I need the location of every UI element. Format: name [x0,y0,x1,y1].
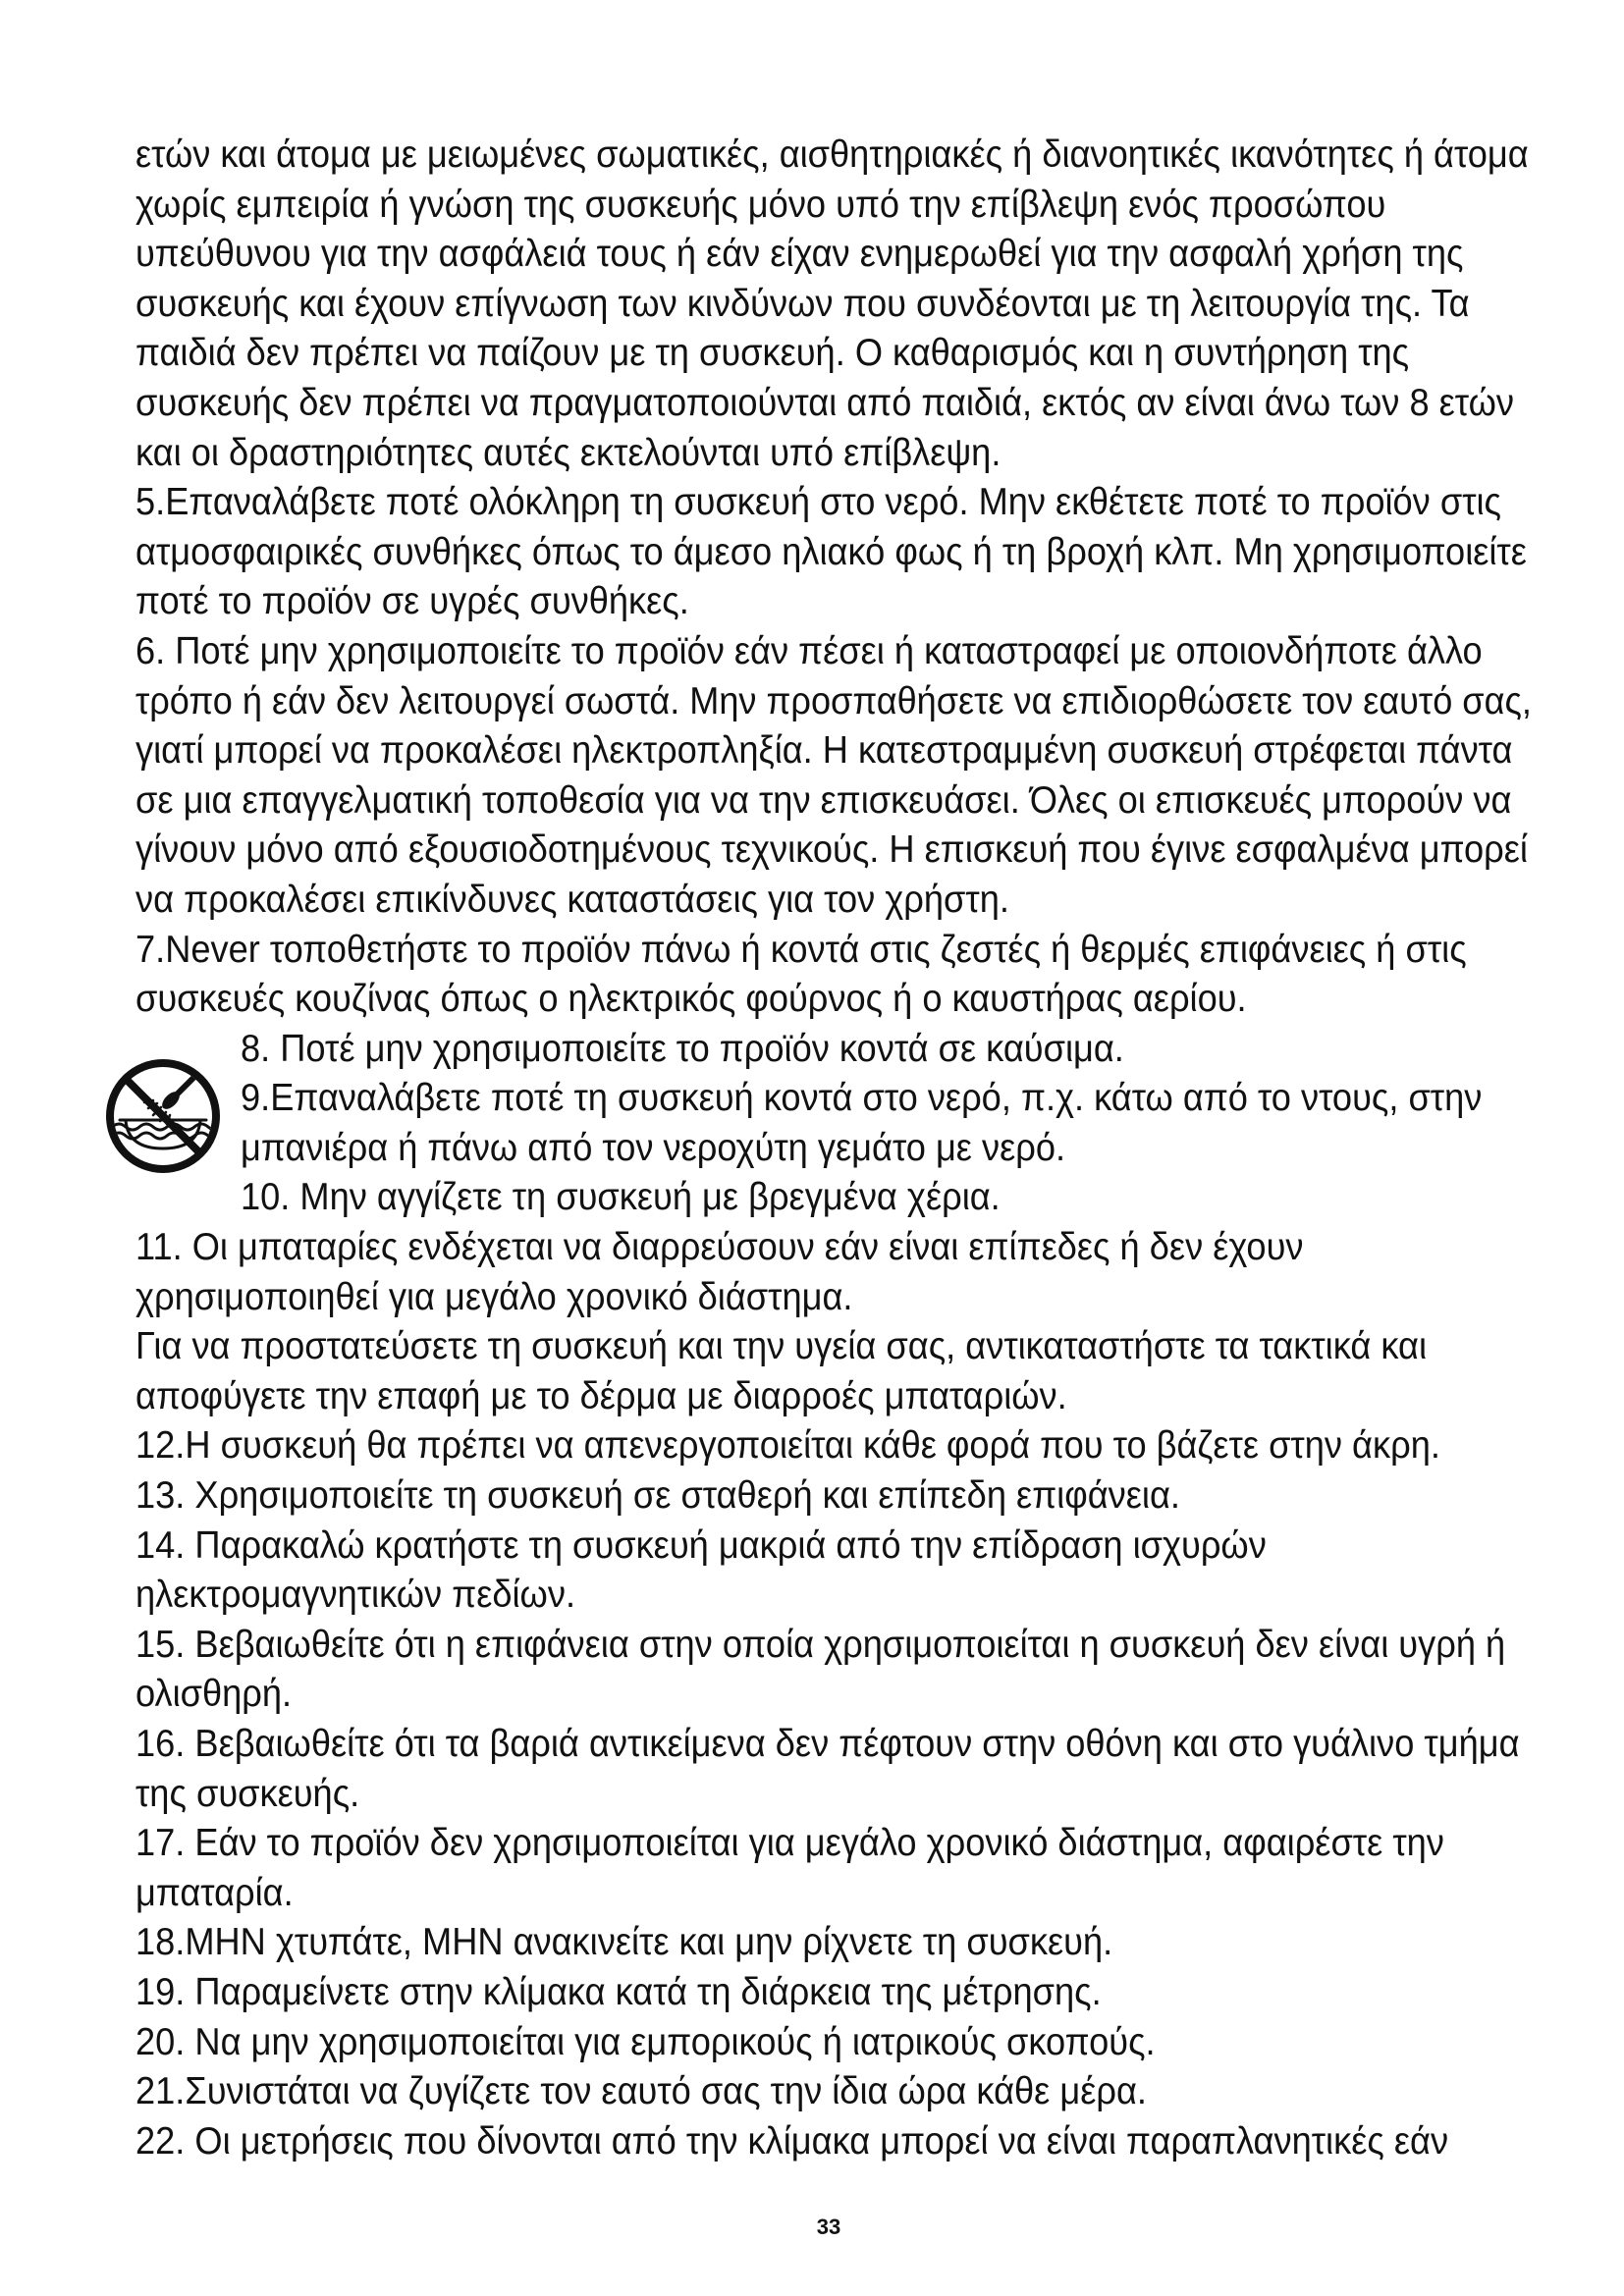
text-line [135,1571,1532,1621]
text-line-content: 21.Συνιστάται να ζυγίζετε τον εαυτό σας την ίδια ώρα κάθε μέρα. [135,2070,1147,2113]
text-line [135,1074,1532,1124]
text-line-content: συσκευές κουζίνας όπως ο ηλεκτρικός φούρνος ή ο καυστήρας αερίου. [135,978,1247,1021]
paragraph-item-21 [135,2067,1532,2117]
text-line-content: 6. Ποτέ μην χρησιμοποιείτε το προϊόν εάν πέσει ή καταστραφεί με οποιονδήποτε άλλο [135,629,1483,672]
text-line [135,1372,1532,1422]
text-line [135,379,1532,429]
text-line [135,1522,1532,1572]
text-line [135,1621,1532,1671]
text-line-content: χρησιμοποιηθεί για μεγάλο χρονικό διάστημα. [135,1275,853,1318]
text-line-content: 8. Ποτέ μην χρησιμοποιείτε το προϊόν κοντά σε καύσιμα. [241,1027,1124,1070]
text-line [135,677,1532,727]
paragraph-item-18 [135,1918,1532,1968]
text-line-content: ποτέ το προϊόν σε υγρές συνθήκες. [135,580,689,623]
paragraph-item-14 [135,1522,1532,1621]
text-line [135,1670,1532,1720]
text-line-content: 13. Χρησιμοποιείτε τη συσκευή σε σταθερή και επίπεδη επιφάνεια. [135,1474,1180,1518]
paragraph-item-6 [135,627,1532,926]
text-line [135,776,1532,827]
text-line-content: της συσκευής. [135,1772,360,1815]
paragraph-item-9 [135,1074,1532,1173]
text-line [135,1421,1532,1471]
text-line-content: Για να προστατεύσετε τη συσκευή και την υγεία σας, αντικαταστήστε τα τακτικά και [135,1325,1428,1368]
text-line-content: 5.Επαναλάβετε ποτέ ολόκληρη τη συσκευή στο νερό. Μην εκθέτετε ποτέ το προϊόν στις [135,481,1502,524]
paragraph-item-11 [135,1223,1532,1322]
text-line-content: 12.Η συσκευή θα πρέπει να απενεργοποιείται κάθε φορά που το βάζετε στην άκρη. [135,1424,1440,1468]
text-line [135,1869,1532,1919]
paragraph-item-7 [135,926,1532,1025]
water-warning-group [135,1025,1532,1223]
text-line [135,975,1532,1025]
text-line-content: 19. Παραμείνετε στην κλίμακα κατά τη διάρκεια της μέτρησης. [135,1970,1102,2013]
text-line [135,1322,1532,1372]
text-line-content: σε μια επαγγελματική τοποθεσία για να την επισκευάσει. Όλες οι επισκευές μπορούν να [135,778,1512,822]
text-line-content: 18.ΜΗΝ χτυπάτε, ΜΗΝ ανακινείτε και μην ρίχνετε τη συσκευή. [135,1921,1113,1964]
text-line [135,1471,1532,1522]
text-line [135,876,1532,926]
text-line-content: γίνουν μόνο από εξουσιοδοτημένους τεχνικούς. Η επισκευή που έγινε εσφαλμένα μπορεί [135,828,1528,872]
text-line [135,826,1532,876]
text-line-content: συσκευής δεν πρέπει να πραγματοποιούνται από παιδιά, εκτός αν είναι άνω των 8 ετών [135,381,1515,424]
text-line [135,1968,1532,2018]
text-line-content: ολισθηρή. [135,1673,293,1716]
paragraph-item-8 [135,1025,1532,1075]
text-line [135,181,1532,231]
text-line-content: μπανιέρα ή πάνω από τον νεροχύτη γεμάτο με νερό. [241,1126,1066,1169]
text-line [135,2018,1532,2068]
text-line [135,478,1532,528]
paragraph-item-16 [135,1720,1532,1819]
paragraph-item-17 [135,1819,1532,1918]
text-line-content: 10. Μην αγγίζετε τη συσκευή με βρεγμένα χέρια. [241,1176,1001,1219]
text-line-content: να προκαλέσει επικίνδυνες καταστάσεις για τον χρήστη. [135,878,1009,921]
text-line [135,2067,1532,2117]
paragraph-continuation [135,131,1532,478]
text-line-content: γιατί μπορεί να προκαλέσει ηλεκτροπληξία. Η κατεστραμμένη συσκευή στρέφεται πάντα [135,729,1513,773]
body-text [135,131,1532,2166]
text-line [135,926,1532,976]
text-line-content: 14. Παρακαλώ κρατήστε τη συσκευή μακριά από την επίδραση ισχυρών [135,1523,1267,1567]
text-line-content: παιδιά δεν πρέπει να παίζουν με τη συσκευή. Ο καθαρισμός και η συντήρηση της [135,332,1410,375]
text-line [135,627,1532,677]
text-line-content: 7.Never τοποθετήστε το προϊόν πάνω ή κοντά στις ζεστές ή θερμές επιφάνειες ή στις [135,928,1467,971]
text-line-content: τρόπο ή εάν δεν λειτουργεί σωστά. Μην προσπαθήσετε να επιδιορθώσετε τον εαυτό σας, [135,679,1532,722]
paragraph-item-15 [135,1621,1532,1720]
text-line [135,1918,1532,1968]
text-line [135,726,1532,776]
text-line [135,1025,1532,1075]
page-number: 33 [816,2215,841,2239]
text-line-content: 22. Οι μετρήσεις που δίνονται από την κλίμακα μπορεί να είναι παραπλανητικές εάν [135,2119,1449,2163]
paragraph-battery-note [135,1322,1532,1421]
text-line [135,230,1532,280]
paragraph-item-5 [135,478,1532,627]
text-line-content: 17. Εάν το προϊόν δεν χρησιμοποιείται για μεγάλο χρονικό διάστημα, αφαιρέστε την [135,1822,1444,1865]
no-water-icon [104,1057,222,1175]
text-line [135,429,1532,479]
text-line [135,1720,1532,1770]
text-line [135,528,1532,578]
text-line [135,1173,1532,1223]
text-line [135,329,1532,379]
paragraph-item-10 [135,1173,1532,1223]
paragraph-item-12 [135,1421,1532,1471]
text-line-content: ατμοσφαιρικές συνθήκες όπως το άμεσο ηλιακό φως ή τη βροχή κλπ. Μη χρησιμοποιείτε [135,530,1527,573]
text-line-content: ηλεκτρομαγνητικών πεδίων. [135,1574,576,1617]
text-line [135,280,1532,330]
text-line-content: αποφύγετε την επαφή με το δέρμα με διαρροές μπαταριών. [135,1374,1067,1417]
text-line-content: υπεύθυνου για την ασφάλειά τους ή εάν είχαν ενημερωθεί για την ασφαλή χρήση της [135,233,1464,276]
paragraph-item-19 [135,1968,1532,2018]
text-line [135,1819,1532,1869]
text-line-content: ετών και άτομα με μειωμένες σωματικές, αισθητηριακές ή διανοητικές ικανότητες ή άτομα [135,133,1529,176]
text-line [135,1223,1532,1273]
text-line-content: 20. Να μην χρησιμοποιείται για εμπορικούς ή ιατρικούς σκοπούς. [135,2020,1156,2063]
paragraph-item-22 [135,2117,1532,2167]
text-line-content: συσκευής και έχουν επίγνωση των κινδύνων που συνδέονται με τη λειτουργία της. Τα [135,282,1470,325]
text-line-content: μπαταρία. [135,1871,294,1914]
text-line-content: 16. Βεβαιωθείτε ότι τα βαριά αντικείμενα δεν πέφτουν στην οθόνη και στο γυάλινο τμήμα [135,1723,1520,1765]
text-line [135,131,1532,181]
text-line-content: και οι δραστηριότητες αυτές εκτελούνται υπό επίβλεψη. [135,431,1001,474]
text-line [135,1124,1532,1174]
paragraph-item-13 [135,1471,1532,1522]
text-line-content: 11. Οι μπαταρίες ενδέχεται να διαρρεύσουν εάν είναι επίπεδες ή δεν έχουν [135,1226,1304,1269]
text-line [135,1273,1532,1323]
text-line [135,2117,1532,2167]
text-line-content: 9.Επαναλάβετε ποτέ τη συσκευή κοντά στο νερό, π.χ. κάτω από το ντους, στην [241,1077,1483,1120]
text-line [135,1770,1532,1820]
paragraph-item-20 [135,2018,1532,2068]
text-line-content: χωρίς εμπειρία ή γνώση της συσκευής μόνο υπό την επίβλεψη ενός προσώπου [135,183,1386,226]
text-line-content: 15. Βεβαιωθείτε ότι η επιφάνεια στην οποία χρησιμοποιείται η συσκευή δεν είναι υγρή ή [135,1623,1506,1666]
text-line [135,577,1532,627]
